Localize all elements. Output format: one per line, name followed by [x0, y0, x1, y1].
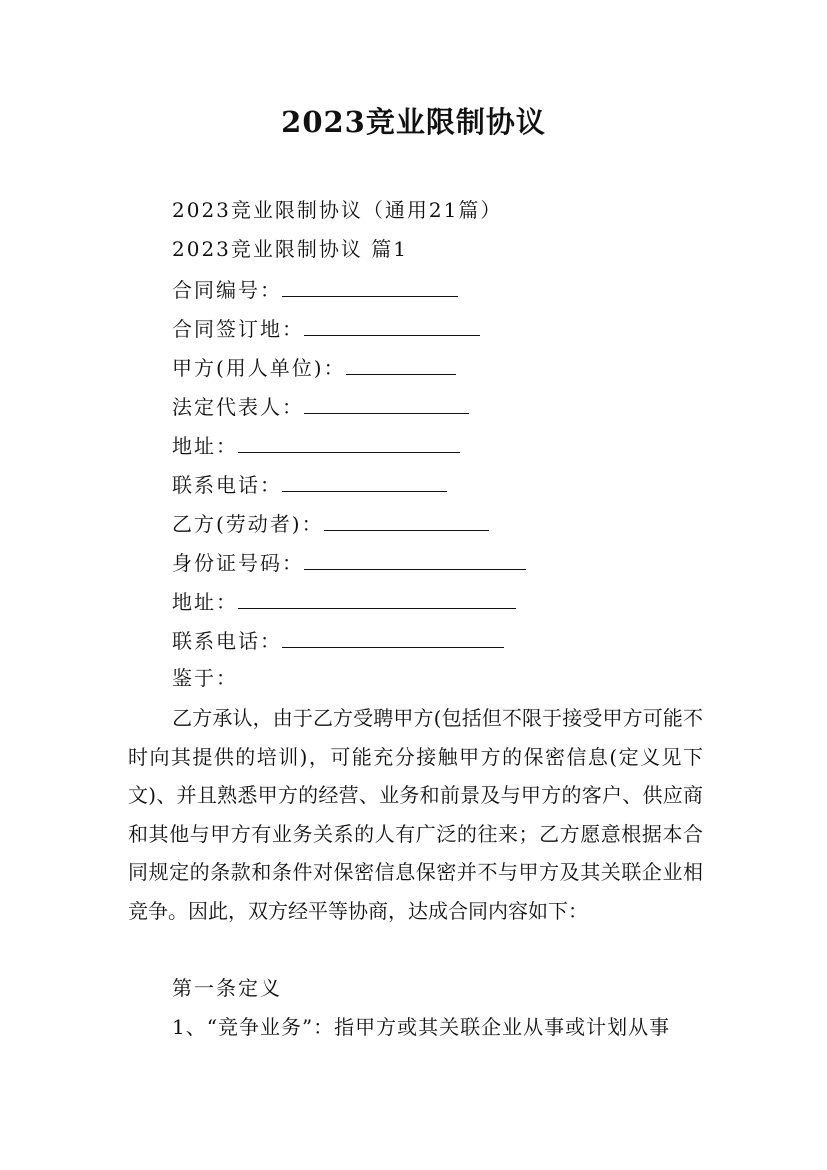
whereas-heading: 鉴于： [172, 666, 238, 690]
field-legal-representative [172, 391, 469, 421]
blank-line [324, 508, 489, 531]
field-label: 地址： [172, 590, 238, 614]
body-paragraph-text: 乙方承认，由于乙方受聘甲方(包括但不限于接受甲方可能不时向其提供的培训)，可能充分接触甲方的保密信息(定义见下文)、并且熟悉甲方的经营、业务和前景及与甲方的客户、供应商和其他与甲方有业务关系的人有广泛的往来；乙方愿意根据本合同规定的条款和条件对保密信息保密并不与甲方及其关联企业相竞争。因此，双方经平等协商，达成合同内容如下： [128, 706, 703, 923]
article-heading: 第一条定义 [172, 976, 282, 1000]
field-contract-number [172, 274, 458, 304]
field-label: 合同编号： [172, 278, 282, 302]
section-heading: 2023竞业限制协议 篇1 [172, 237, 408, 261]
field-label: 地址： [172, 434, 238, 458]
field-phone-a [172, 469, 447, 499]
field-label: 合同签订地： [172, 317, 304, 341]
blank-line [238, 586, 516, 609]
blank-line [282, 274, 458, 297]
blank-line [282, 469, 447, 492]
field-label: 法定代表人： [172, 395, 304, 419]
field-label: 联系电话： [172, 629, 282, 653]
field-label: 甲方(用人单位)： [172, 356, 346, 380]
document-title: 2023竞业限制协议 [281, 105, 546, 139]
field-id-number [172, 547, 526, 577]
field-signing-place [172, 313, 480, 343]
blank-line [238, 430, 460, 453]
article-text: 1、“竞争业务”：指甲方或其关联企业从事或计划从事 [172, 1015, 671, 1039]
field-party-a [172, 352, 456, 382]
document-subtitle: 2023竞业限制协议（通用21篇） [172, 198, 503, 222]
blank-line [304, 313, 480, 336]
field-address-a [172, 430, 460, 460]
blank-line [304, 391, 469, 414]
blank-line [282, 625, 504, 648]
field-party-b [172, 508, 489, 538]
field-label: 联系电话： [172, 473, 282, 497]
field-address-b [172, 586, 516, 616]
blank-line [346, 352, 456, 375]
blank-line [304, 547, 526, 570]
field-label: 身份证号码： [172, 551, 304, 575]
field-label: 乙方(劳动者)： [172, 512, 324, 536]
field-phone-b [172, 625, 504, 655]
body-paragraph [128, 699, 703, 931]
